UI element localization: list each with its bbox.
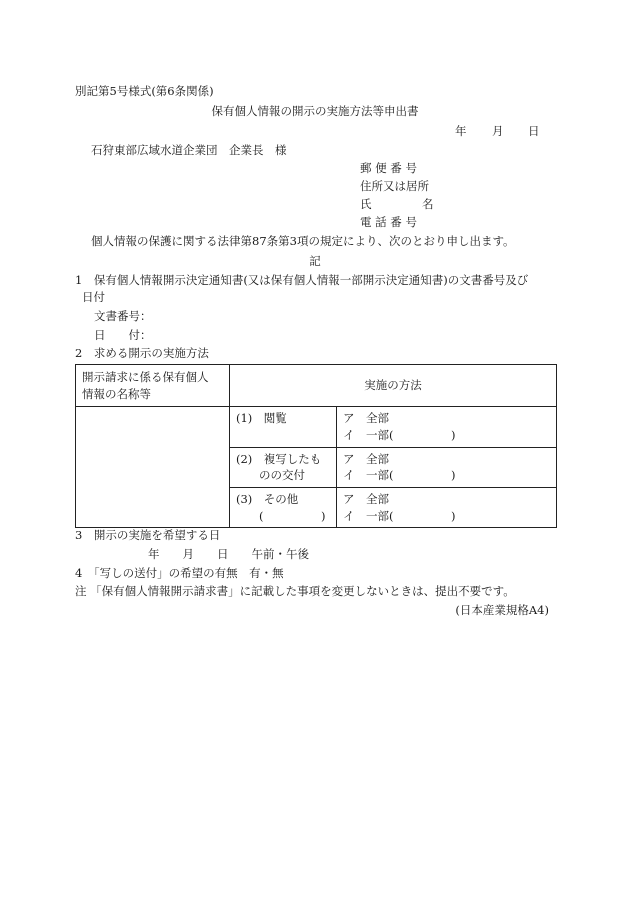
section4-heading[interactable]: 4 「写しの送付」の希望の有無 有・無 [75,566,284,580]
ki-heading: 記 [309,254,321,268]
preferred-date-line[interactable]: 年 月 日 午前・午後 [148,547,309,561]
option-all[interactable]: ア 全部 [343,492,389,507]
intro-text: 個人情報の保護に関する法律第87条第3項の規定により、次のとおり申し出ます。 [91,234,515,248]
info-name-input-cell[interactable] [76,407,230,528]
method-line1: (1) 閲覧 [236,411,287,426]
date-label: 日 付： [94,328,152,342]
method-cell [230,447,337,487]
option-partial[interactable]: イ 一部( ) [343,428,456,443]
date-day: 日 [528,124,540,138]
table-row [76,407,557,447]
method-line1: (3) その他 [236,492,299,507]
applicant-name-label-2: 名 [422,197,434,211]
option-cell [337,488,557,528]
method-line2: のの交付 [236,468,305,483]
note-text: 注 「保有個人情報開示請求書」に記載した事項を変更しないときは、提出不要です。 [75,584,515,598]
table-header-method: 実施の方法 [230,365,557,407]
method-line1: (2) 複写したも [236,451,322,466]
addressee: 石狩東部広域水道企業団 企業長 様 [91,143,287,157]
applicant-phone-label: 電 話 番 号 [360,215,417,229]
option-cell [337,447,557,487]
option-all[interactable]: ア 全部 [343,411,389,426]
section1-heading-line1: 1 保有個人情報開示決定通知書(又は保有個人情報一部開示決定通知書)の文書番号及び [75,273,529,287]
paper-size-label: (日本産業規格A4) [455,603,549,617]
option-all[interactable]: ア 全部 [343,451,389,466]
method-cell [230,407,337,447]
table-header-info-name-line1: 開示請求に係る保有個人 [82,370,209,384]
applicant-name-label-1: 氏 [360,197,372,211]
section3-heading: 3 開示の実施を希望する日 [75,528,221,542]
method-cell [230,488,337,528]
doc-number-label: 文書番号： [94,309,152,323]
option-partial[interactable]: イ 一部( ) [343,468,456,483]
section2-heading: 2 求める開示の実施方法 [75,346,209,360]
document-title: 保有個人情報の開示の実施方法等申出書 [211,104,419,118]
form-number: 別記第5号様式(第6条関係) [75,84,214,98]
table-header-info-name-line2: 情報の名称等 [82,386,151,401]
table-header-info-name [76,365,230,407]
method-line2[interactable]: ( ) [236,508,326,523]
disclosure-method-table [75,364,557,528]
section1-heading-line2: 日付 [82,290,105,304]
option-partial[interactable]: イ 一部( ) [343,508,456,523]
applicant-address-label: 住所又は居所 [360,179,429,193]
date-month: 月 [492,124,504,138]
date-year: 年 [455,124,467,138]
option-cell [337,407,557,447]
applicant-postal-code-label: 郵 便 番 号 [360,161,417,175]
